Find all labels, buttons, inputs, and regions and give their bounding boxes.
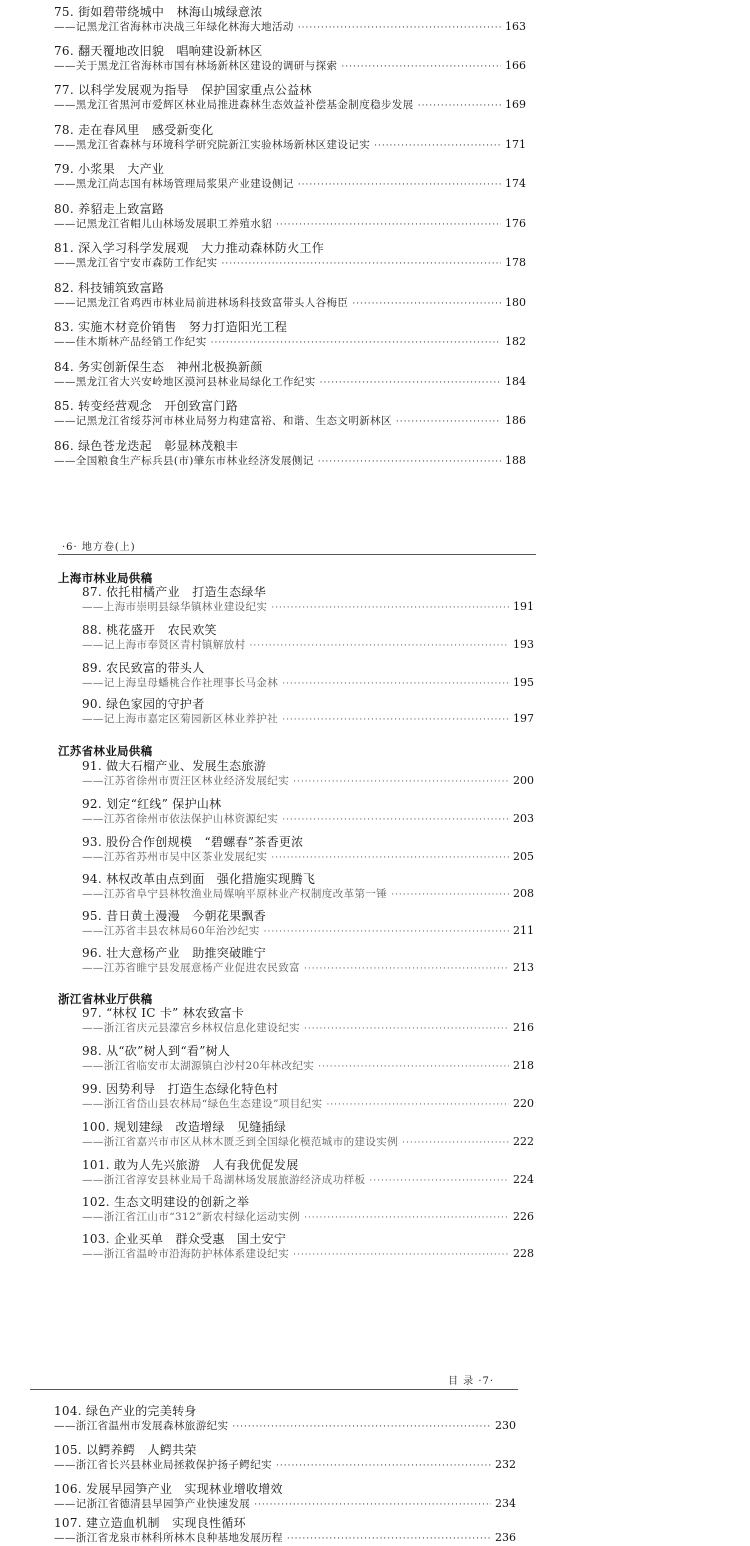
toc-entry-104[interactable] bbox=[54, 1403, 516, 1434]
toc-entry-101[interactable] bbox=[82, 1157, 534, 1188]
toc-entry-88[interactable] bbox=[82, 622, 534, 653]
toc-entry-93[interactable] bbox=[82, 834, 534, 865]
entry-title: 101. 敢为人先兴旅游 人有我优促发展 bbox=[82, 1158, 299, 1172]
dot-leader bbox=[254, 1498, 491, 1512]
entry-subtitle: ——江苏省徐州市依法保护山林资源纪实 bbox=[82, 813, 279, 825]
entry-subtitle: ——浙江省龙泉市林科所林木良种基地发展历程 bbox=[54, 1532, 283, 1544]
toc-entry-105[interactable] bbox=[54, 1442, 516, 1473]
entry-title: 84. 务实创新保生态 神州北极换新颜 bbox=[54, 360, 263, 374]
entry-subtitle: ——全国粮食生产标兵县(市)肇东市林业经济发展侧记 bbox=[54, 455, 314, 467]
toc-entry-94[interactable] bbox=[82, 871, 534, 902]
entry-title: 87. 依托柑橘产业 打造生态绿华 bbox=[82, 585, 266, 599]
dot-leader bbox=[276, 218, 501, 232]
dot-leader bbox=[232, 1420, 491, 1434]
toc-entry-89[interactable] bbox=[82, 660, 534, 691]
entry-subtitle: ——记黑龙江省帽儿山林场发展职工养殖水貂 bbox=[54, 218, 272, 230]
dot-leader bbox=[418, 99, 501, 113]
entry-page-number: 193 bbox=[513, 638, 534, 651]
dot-leader bbox=[250, 639, 510, 653]
dot-leader bbox=[318, 455, 501, 469]
entry-title: 83. 实施木材竞价销售 努力打造阳光工程 bbox=[54, 320, 288, 334]
dot-leader bbox=[271, 601, 509, 615]
entry-subtitle: ——江苏省睢宁县发展意杨产业促进农民致富 bbox=[82, 962, 300, 974]
entry-title: 105. 以鳄养鳄 人鳄共荣 bbox=[54, 1443, 197, 1457]
entry-page-number: 200 bbox=[513, 774, 534, 787]
entry-page-number: 180 bbox=[505, 296, 526, 309]
dot-leader bbox=[326, 1098, 509, 1112]
entry-title: 96. 壮大意杨产业 助推突破睢宁 bbox=[82, 946, 266, 960]
entry-page-number: 166 bbox=[505, 59, 526, 72]
entry-title: 106. 发展早园笋产业 实现林业增收增效 bbox=[54, 1482, 283, 1496]
entry-subtitle: ——浙江省淳安县林业局千岛湖林场发展旅游经济成功样板 bbox=[82, 1174, 366, 1186]
toc-entry-79[interactable] bbox=[54, 161, 526, 192]
toc-entry-107[interactable] bbox=[54, 1515, 516, 1546]
entry-title: 104. 绿色产业的完美转身 bbox=[54, 1404, 197, 1418]
entry-subtitle: ——记上海市奉贤区青村镇解放村 bbox=[82, 639, 246, 651]
entry-subtitle: ——佳木斯林产品经销工作纪实 bbox=[54, 336, 207, 348]
entry-subtitle: ——浙江省长兴县林业局拯救保护扬子鳄纪实 bbox=[54, 1459, 272, 1471]
dot-leader bbox=[369, 1174, 509, 1188]
entry-page-number: 171 bbox=[505, 138, 526, 151]
entry-subtitle: ——浙江省岱山县农林局“绿色生态建设”项目纪实 bbox=[82, 1098, 323, 1110]
entry-subtitle: ——浙江省嘉兴市市区从林木匮乏到全国绿化模范城市的建设实例 bbox=[82, 1136, 399, 1148]
dot-leader bbox=[293, 775, 509, 789]
entry-page-number: 211 bbox=[513, 924, 534, 937]
entry-title: 91. 做大石榴产业、发展生态旅游 bbox=[82, 759, 266, 773]
dot-leader bbox=[211, 336, 501, 350]
dot-leader bbox=[396, 415, 501, 429]
dot-leader bbox=[402, 1136, 509, 1150]
entry-page-number: 197 bbox=[513, 712, 534, 725]
dot-leader bbox=[293, 1248, 509, 1262]
toc-entry-76[interactable] bbox=[54, 43, 526, 74]
entry-page-number: 205 bbox=[513, 850, 534, 863]
header-rule bbox=[30, 1389, 518, 1390]
entry-page-number: 169 bbox=[505, 98, 526, 111]
entry-page-number: 213 bbox=[513, 961, 534, 974]
toc-entry-75[interactable] bbox=[54, 4, 526, 35]
entry-title: 93. 股份合作创规模 “碧螺春”茶香更浓 bbox=[82, 835, 304, 849]
toc-page-6 bbox=[0, 530, 750, 1270]
toc-entry-85[interactable] bbox=[54, 398, 526, 429]
toc-entry-95[interactable] bbox=[82, 908, 534, 939]
entry-page-number: 216 bbox=[513, 1021, 534, 1034]
entry-subtitle: ——江苏省丰县农林局60年治沙纪实 bbox=[82, 925, 260, 937]
toc-entry-78[interactable] bbox=[54, 122, 526, 153]
entry-subtitle: ——记黑龙江省海林市决战三年绿化林海大地活动 bbox=[54, 21, 294, 33]
entry-subtitle: ——浙江省江山市“312”新农村绿化运动实例 bbox=[82, 1211, 301, 1223]
toc-entry-87[interactable] bbox=[82, 584, 534, 615]
dot-leader bbox=[318, 1060, 509, 1074]
entry-subtitle: ——记黑龙江省鸡西市林业局前进林场科技致富带头人谷梅臣 bbox=[54, 297, 349, 309]
entry-title: 100. 规划建绿 改造增绿 见缝插绿 bbox=[82, 1120, 287, 1134]
toc-entry-96[interactable] bbox=[82, 945, 534, 976]
entry-title: 79. 小浆果 大产业 bbox=[54, 162, 165, 176]
entry-subtitle: ——记浙江省德清县早园笋产业快速发展 bbox=[54, 1498, 251, 1510]
entry-subtitle: ——黑龙江尚志国有林场管理局浆果产业建设侧记 bbox=[54, 178, 294, 190]
entry-page-number: 228 bbox=[513, 1247, 534, 1260]
dot-leader bbox=[282, 713, 509, 727]
dot-leader bbox=[276, 1459, 491, 1473]
entry-page-number: 184 bbox=[505, 375, 526, 388]
toc-entry-81[interactable] bbox=[54, 240, 526, 271]
entry-title: 107. 建立造血机制 实现良性循环 bbox=[54, 1516, 246, 1530]
toc-entry-99[interactable] bbox=[82, 1081, 534, 1112]
running-head: ·6· 地方卷(上) bbox=[62, 542, 136, 553]
dot-leader bbox=[391, 888, 509, 902]
entry-title: 77. 以科学发展观为指导 保护国家重点公益林 bbox=[54, 83, 312, 97]
dot-leader bbox=[298, 178, 501, 192]
entry-page-number: 218 bbox=[513, 1059, 534, 1072]
dot-leader bbox=[304, 1211, 509, 1225]
toc-entry-97[interactable] bbox=[82, 1005, 534, 1036]
entry-page-number: 188 bbox=[505, 454, 526, 467]
entry-subtitle: ——记上海市嘉定区菊园新区林业养护社 bbox=[82, 713, 279, 725]
toc-entry-98[interactable] bbox=[82, 1043, 534, 1074]
toc-entry-83[interactable] bbox=[54, 319, 526, 350]
entry-subtitle: ——记黑龙江省绥芬河市林业局努力构建富裕、和谐、生态文明新林区 bbox=[54, 415, 392, 427]
running-head: 目 录 ·7· bbox=[448, 1376, 495, 1387]
entry-title: 94. 林权改革由点到面 强化措施实现腾飞 bbox=[82, 872, 316, 886]
entry-title: 99. 因势利导 打造生态绿化特色村 bbox=[82, 1082, 279, 1096]
entry-title: 88. 桃花盛开 农民欢笑 bbox=[82, 623, 217, 637]
entry-title: 98. 从“砍”树人到“看”树人 bbox=[82, 1044, 231, 1058]
toc-entry-82[interactable] bbox=[54, 280, 526, 311]
dot-leader bbox=[341, 60, 501, 74]
toc-entry-91[interactable] bbox=[82, 758, 534, 789]
entry-title: 90. 绿色家园的守护者 bbox=[82, 697, 205, 711]
entry-page-number: 208 bbox=[513, 887, 534, 900]
dot-leader bbox=[304, 1022, 509, 1036]
dot-leader bbox=[264, 925, 509, 939]
entry-title: 86. 绿色苍龙迭起 彰显林茂粮丰 bbox=[54, 439, 238, 453]
entry-page-number: 163 bbox=[505, 20, 526, 33]
entry-subtitle: ——关于黑龙江省海林市国有林场新林区建设的调研与探索 bbox=[54, 60, 338, 72]
entry-subtitle: ——黑龙江省黑河市爱辉区林业局推进森林生态效益补偿基金制度稳步发展 bbox=[54, 99, 414, 111]
toc-page-7 bbox=[0, 1365, 750, 1546]
entry-subtitle: ——浙江省温州市发展森林旅游纪实 bbox=[54, 1420, 229, 1432]
entry-page-number: 195 bbox=[513, 676, 534, 689]
dot-leader bbox=[320, 376, 501, 390]
toc-entry-103[interactable] bbox=[82, 1231, 534, 1262]
entry-subtitle: ——江苏省苏州市吴中区茶业发展纪实 bbox=[82, 851, 268, 863]
section-heading-jiangsu: 江苏省林业局供稿 bbox=[58, 744, 153, 758]
entry-title: 78. 走在春风里 感受新变化 bbox=[54, 123, 214, 137]
entry-title: 102. 生态文明建设的创新之举 bbox=[82, 1195, 250, 1209]
toc-entry-90[interactable] bbox=[82, 696, 534, 727]
toc-entry-80[interactable] bbox=[54, 201, 526, 232]
toc-entry-102[interactable] bbox=[82, 1194, 534, 1225]
entry-page-number: 203 bbox=[513, 812, 534, 825]
dot-leader bbox=[374, 139, 501, 153]
dot-leader bbox=[304, 962, 509, 976]
section-heading-zhejiang: 浙江省林业厅供稿 bbox=[58, 992, 153, 1006]
entry-subtitle: ——浙江省温岭市沿海防护林体系建设纪实 bbox=[82, 1248, 290, 1260]
toc-entry-86[interactable] bbox=[54, 438, 526, 469]
entry-page-number: 191 bbox=[513, 600, 534, 613]
dot-leader bbox=[282, 813, 509, 827]
entry-page-number: 176 bbox=[505, 217, 526, 230]
entry-page-number: 234 bbox=[495, 1497, 516, 1510]
entry-subtitle: ——黑龙江省宁安市森防工作纪实 bbox=[54, 257, 218, 269]
toc-entry-106[interactable] bbox=[54, 1481, 516, 1512]
entry-subtitle: ——浙江省临安市太湖源镇白沙村20年林改纪实 bbox=[82, 1060, 315, 1072]
entry-title: 97. “林权 IC 卡” 林农致富卡 bbox=[82, 1006, 245, 1020]
entry-subtitle: ——黑龙江省大兴安岭地区漠河县林业局绿化工作纪实 bbox=[54, 376, 316, 388]
entry-title: 76. 翻天覆地改旧貌 唱响建设新林区 bbox=[54, 44, 263, 58]
toc-page-heilongjiang bbox=[0, 0, 750, 490]
entry-page-number: 178 bbox=[505, 256, 526, 269]
toc-entry-84[interactable] bbox=[54, 359, 526, 390]
entry-title: 85. 转变经营观念 开创致富门路 bbox=[54, 399, 238, 413]
toc-entry-100[interactable] bbox=[82, 1119, 534, 1150]
entry-title: 81. 深入学习科学发展观 大力推动森林防火工作 bbox=[54, 241, 325, 255]
toc-entry-77[interactable] bbox=[54, 82, 526, 113]
entry-title: 80. 养貂走上致富路 bbox=[54, 202, 165, 216]
dot-leader bbox=[298, 21, 501, 35]
entry-page-number: 222 bbox=[513, 1135, 534, 1148]
entry-title: 95. 昔日黄土漫漫 今朝花果飘香 bbox=[82, 909, 266, 923]
entry-subtitle: ——江苏省阜宁县林牧渔业局媒响平原林业产权制度改革第一锤 bbox=[82, 888, 388, 900]
entry-page-number: 182 bbox=[505, 335, 526, 348]
entry-title: 82. 科技铺筑致富路 bbox=[54, 281, 165, 295]
entry-page-number: 224 bbox=[513, 1173, 534, 1186]
entry-page-number: 226 bbox=[513, 1210, 534, 1223]
dot-leader bbox=[222, 257, 502, 271]
entry-page-number: 236 bbox=[495, 1531, 516, 1544]
toc-entry-92[interactable] bbox=[82, 796, 534, 827]
entry-page-number: 186 bbox=[505, 414, 526, 427]
entry-subtitle: ——浙江省庆元县濛宫乡林权信息化建设纪实 bbox=[82, 1022, 300, 1034]
entry-page-number: 220 bbox=[513, 1097, 534, 1110]
entry-subtitle: ——黑龙江省森林与环境科学研究院新江实验林场新林区建设记实 bbox=[54, 139, 371, 151]
dot-leader bbox=[352, 297, 501, 311]
entry-title: 75. 街如碧带绕城中 林海山城绿意浓 bbox=[54, 5, 263, 19]
section-heading-shanghai: 上海市林业局供稿 bbox=[58, 571, 153, 585]
dot-leader bbox=[271, 851, 509, 865]
entry-subtitle: ——江苏省徐州市贾汪区林业经济发展纪实 bbox=[82, 775, 290, 787]
entry-title: 103. 企业买单 群众受惠 国土安宁 bbox=[82, 1232, 287, 1246]
entry-page-number: 230 bbox=[495, 1419, 516, 1432]
entry-page-number: 174 bbox=[505, 177, 526, 190]
entry-subtitle: ——上海市崇明县绿华镇林业建设纪实 bbox=[82, 601, 268, 613]
entry-subtitle: ——记上海皇母蟠桃合作社理事长马金林 bbox=[82, 677, 279, 689]
entry-page-number: 232 bbox=[495, 1458, 516, 1471]
dot-leader bbox=[287, 1532, 491, 1546]
entry-title: 89. 农民致富的带头人 bbox=[82, 661, 205, 675]
entry-title: 92. 划定“红线” 保护山林 bbox=[82, 797, 222, 811]
header-rule bbox=[58, 554, 536, 555]
dot-leader bbox=[282, 677, 509, 691]
